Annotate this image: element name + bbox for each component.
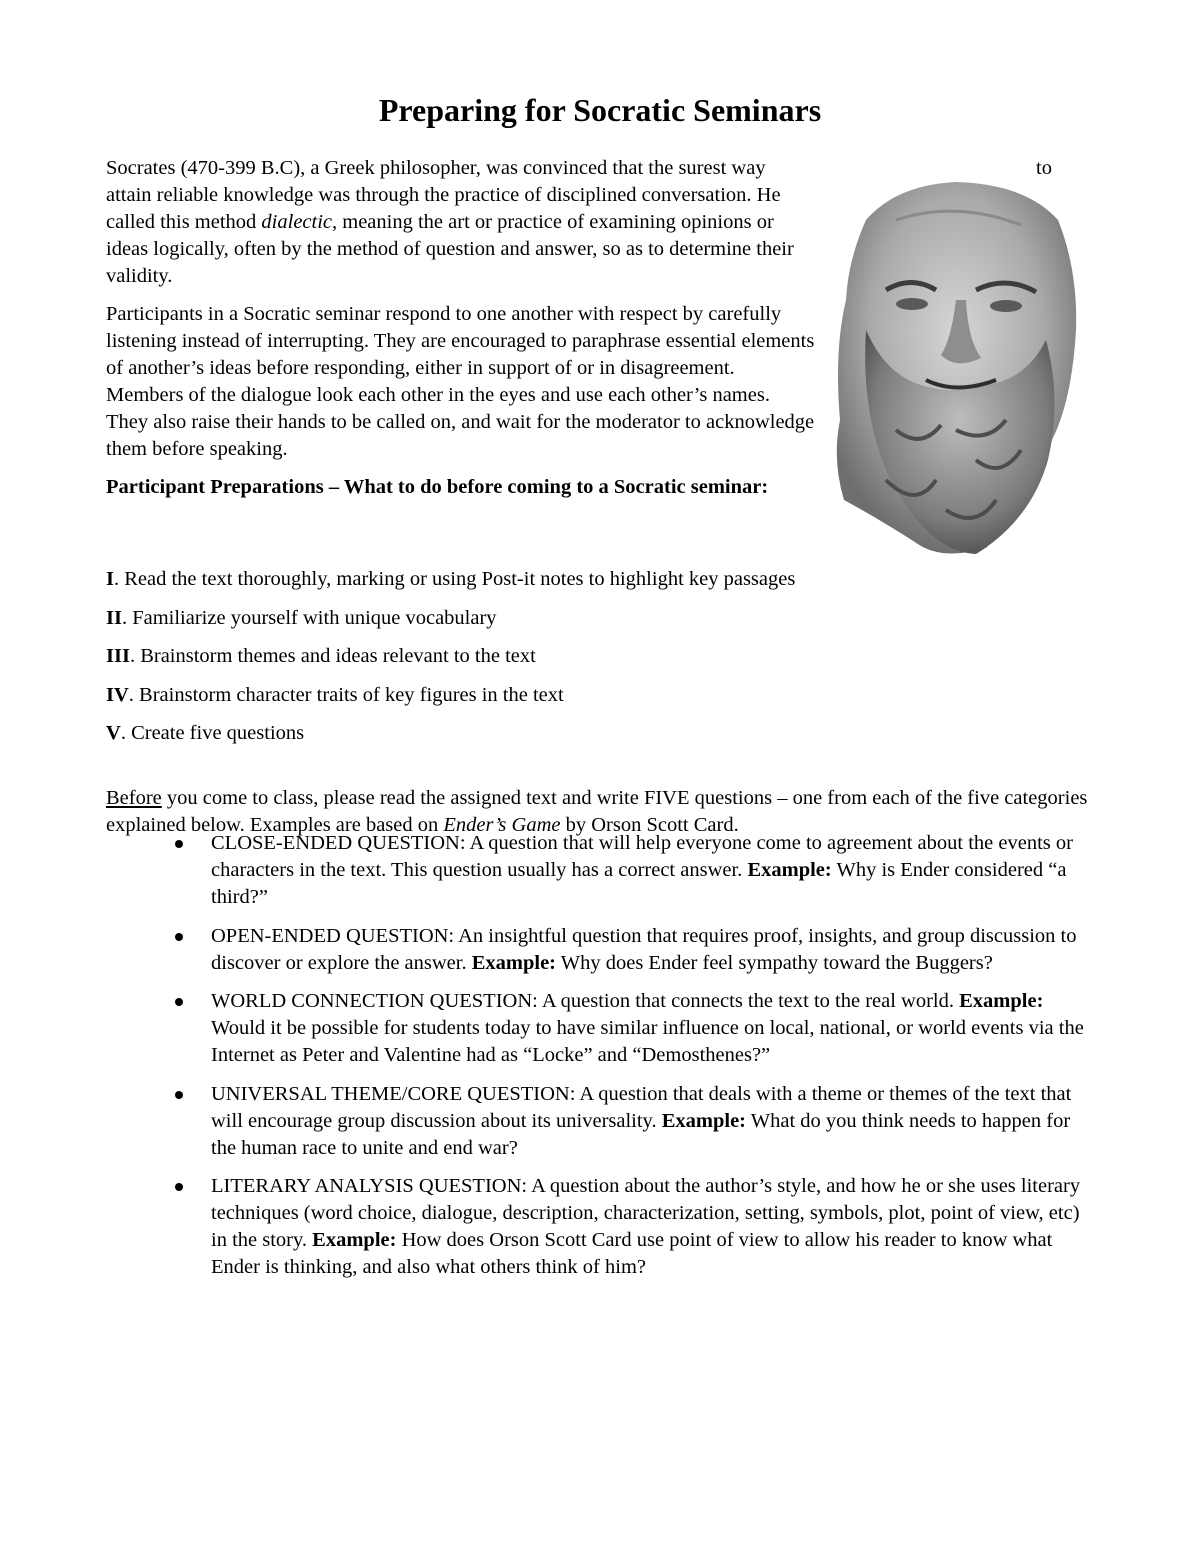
prep-step-number: IV [106,683,129,706]
book-title: Ender’s Game [443,813,561,836]
example-label: Example: [312,1229,397,1251]
question-type-item [172,988,1097,1069]
prep-step [106,720,1056,747]
example-label: Example: [661,1109,747,1132]
prep-step [106,643,1056,670]
intro-paragraph [106,182,816,290]
prep-step-text: . Brainstorm themes and ideas relevant to the text [129,645,536,667]
preparations-heading: Participant Preparations – What to do before coming to a Socratic seminar: [106,476,769,498]
intro-line1-text: Socrates (470-399 B.C), a Greek philosopher, was convinced that the surest way [106,157,766,179]
question-description: OPEN-ENDED QUESTION: An insightful question that requires proof, insights, and group discussion to discover or explore the answer. [211,924,1077,974]
bullet-icon [175,1183,183,1191]
bullet-icon [175,933,183,941]
prep-step-text: . Brainstorm character traits of key figures in the text [128,683,564,706]
before-underlined: Before [106,786,162,809]
prep-step [106,682,1056,709]
example-label: Example: [959,990,1044,1012]
prep-step-text: . Familiarize yourself with unique vocabulary [121,606,497,629]
intro-section [106,155,1094,501]
intro-text-after: , meaning the art or practice of examining opinions or ideas logically, often by the method of question and answer, so as to determine their validity. [106,211,794,287]
preparation-steps-list [106,566,1056,759]
prep-step [106,566,1056,593]
example-text: Why is Ender considered “a third?” [211,859,1067,908]
prep-step-text: . Create five questions [120,722,305,744]
example-text: How does Orson Scott Card use point of view to allow his reader to know what Ender is thinking, and also what others think of him? [211,1229,1053,1278]
question-description: UNIVERSAL THEME/CORE QUESTION: A question that deals with a theme or themes of the text that will encourage group discussion about its universality. [211,1082,1072,1132]
intro-first-line [106,155,1094,182]
example-text: Would it be possible for students today to have similar influence on local, national, or world events via the Internet as Peter and Valentine had as “Locke” and “Demosthenes?” [211,1017,1084,1066]
prep-step-text: . Read the text thoroughly, marking or using Post-it notes to highlight key passages [113,568,796,590]
participants-paragraph: Participants in a Socratic seminar respond to one another with respect by carefully listening instead of interrupting. They are encouraged to paraphrase essential elements of another’s ideas before responding, either in support of or in disagreement. Members of the dialogue look each other in the eyes and use each other’s names. They also raise their hands to be called on, and wait for the moderator to acknowledge them before speaking. [106,303,815,460]
question-description: WORLD CONNECTION QUESTION: A question that connects the text to the real world. [211,990,960,1012]
bullet-icon [175,1091,183,1099]
prep-step-number: V [106,722,121,744]
example-label: Example: [747,859,832,881]
example-text: What do you think needs to happen for the human race to unite and end war? [211,1109,1071,1159]
before-text: you come to class, please read the assigned text and write FIVE questions – one from each of the five categories explained below. Examples are based on [106,786,1088,836]
example-text: Why does Ender feel sympathy toward the Buggers? [556,951,993,974]
before-text-end: by Orson Scott Card. [560,813,739,836]
bullet-icon [175,998,183,1006]
question-type-item [172,1081,1097,1162]
question-type-item [172,830,1097,911]
example-label: Example: [471,951,556,974]
intro-text-before: attain reliable knowledge was through the practice of disciplined conversation. He called this method [106,184,781,233]
question-description: CLOSE-ENDED QUESTION: A question that will help everyone come to agreement about the events or characters in the text. This question usually has a correct answer. [211,832,1073,881]
prep-step [106,605,1056,632]
question-types-list [172,830,1097,1293]
bullet-icon [175,840,183,848]
dialectic-term: dialectic [261,211,333,233]
intro-line1-end: to [1036,157,1052,179]
question-description: LITERARY ANALYSIS QUESTION: A question about the author’s style, and how he or she uses literary techniques (word choice, dialogue, description, characterization, setting, symbols, plot, point of view, etc) in the story. [211,1175,1081,1251]
question-type-item [172,1173,1097,1281]
prep-step-number: III [106,645,130,667]
prep-step-number: I [106,568,114,590]
question-type-item [172,923,1097,977]
prep-step-number: II [106,606,122,629]
page-title: Preparing for Socratic Seminars [378,92,822,128]
